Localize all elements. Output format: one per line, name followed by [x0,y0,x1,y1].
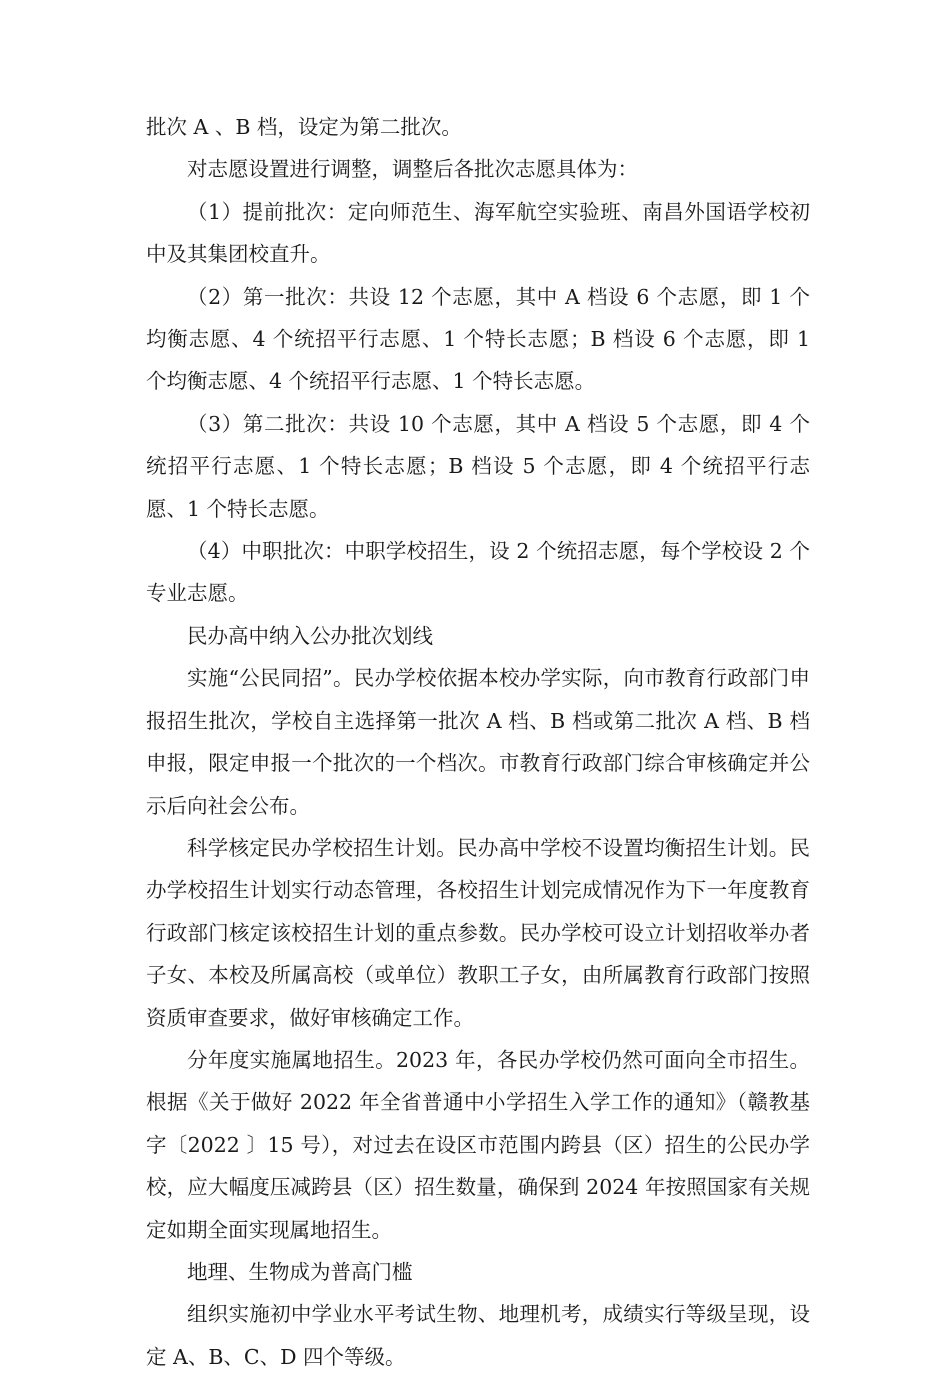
document-body [146,106,810,1378]
paragraph-item-4: （4）中职批次：中职学校招生，设 2 个统招志愿，每个学校设 2 个专业志愿。 [146,539,810,606]
section-heading-geography-biology: 地理、生物成为普高门槛 [187,1259,413,1284]
paragraph-exam-grades: 组织实施初中学业水平考试生物、地理机考，成绩实行等级呈现，设定 A、B、C、D 四个等级。 [146,1302,810,1369]
paragraph-item-1: （1）提前批次：定向师范生、海军航空实验班、南昌外国语学校初中及其集团校直升。 [146,199,810,267]
paragraph-continued: 批次 A 、B 档，设定为第二批次。 [146,115,462,139]
paragraph-enrollment-plan: 科学核定民办学校招生计划。民办高中学校不设置均衡招生计划。民办学校招生计划实行动态管理，各校招生计划完成情况作为下一年度教育行政部门核定该校招生计划的重点参数。民办学校可设立计划招收举办者子女、本校及所属高校（或单位）教职工子女，由所属教育行政部门按照资质审查要求，做好审核确定工作。 [146,835,810,1030]
paragraph-same-enrollment: 实施“公民同招”。民办学校依据本校办学实际，向市教育行政部门申报招生批次，学校自主选择第一批次 A 档、B 档或第二批次 A 档、B 档申报，限定申报一个批次的一个档次。市教育行政部门综合审核确定并公示后向社会公布。 [146,666,810,818]
paragraph-local-enrollment: 分年度实施属地招生。2023 年，各民办学校仍然可面向全市招生。根据《关于做好 2022 年全省普通中小学招生入学工作的通知》（赣教基字〔2022 〕15 号），对过去在设区市范围内跨县（区）招生的公民办学校，应大幅度压减跨县（区）招生数量，确保到 2024 年按照国家有关规定如期全面实现属地招生。 [146,1047,810,1242]
paragraph-intro: 对志愿设置进行调整，调整后各批次志愿具体为： [187,157,638,182]
paragraph-item-2: （2）第一批次：共设 12 个志愿，其中 A 档设 6 个志愿，即 1 个均衡志愿、4 个统招平行志愿、1 个特长志愿；B 档设 6 个志愿，即 1 个均衡志愿、4 个统招平行志愿、1 个特长志愿。 [146,284,810,394]
section-heading-private-schools: 民办高中纳入公办批次划线 [187,623,433,648]
paragraph-item-3: （3）第二批次：共设 10 个志愿，其中 A 档设 5 个志愿，即 4 个统招平行志愿、1 个特长志愿；B 档设 5 个志愿，即 4 个统招平行志愿、1 个特长志愿。 [146,411,810,521]
